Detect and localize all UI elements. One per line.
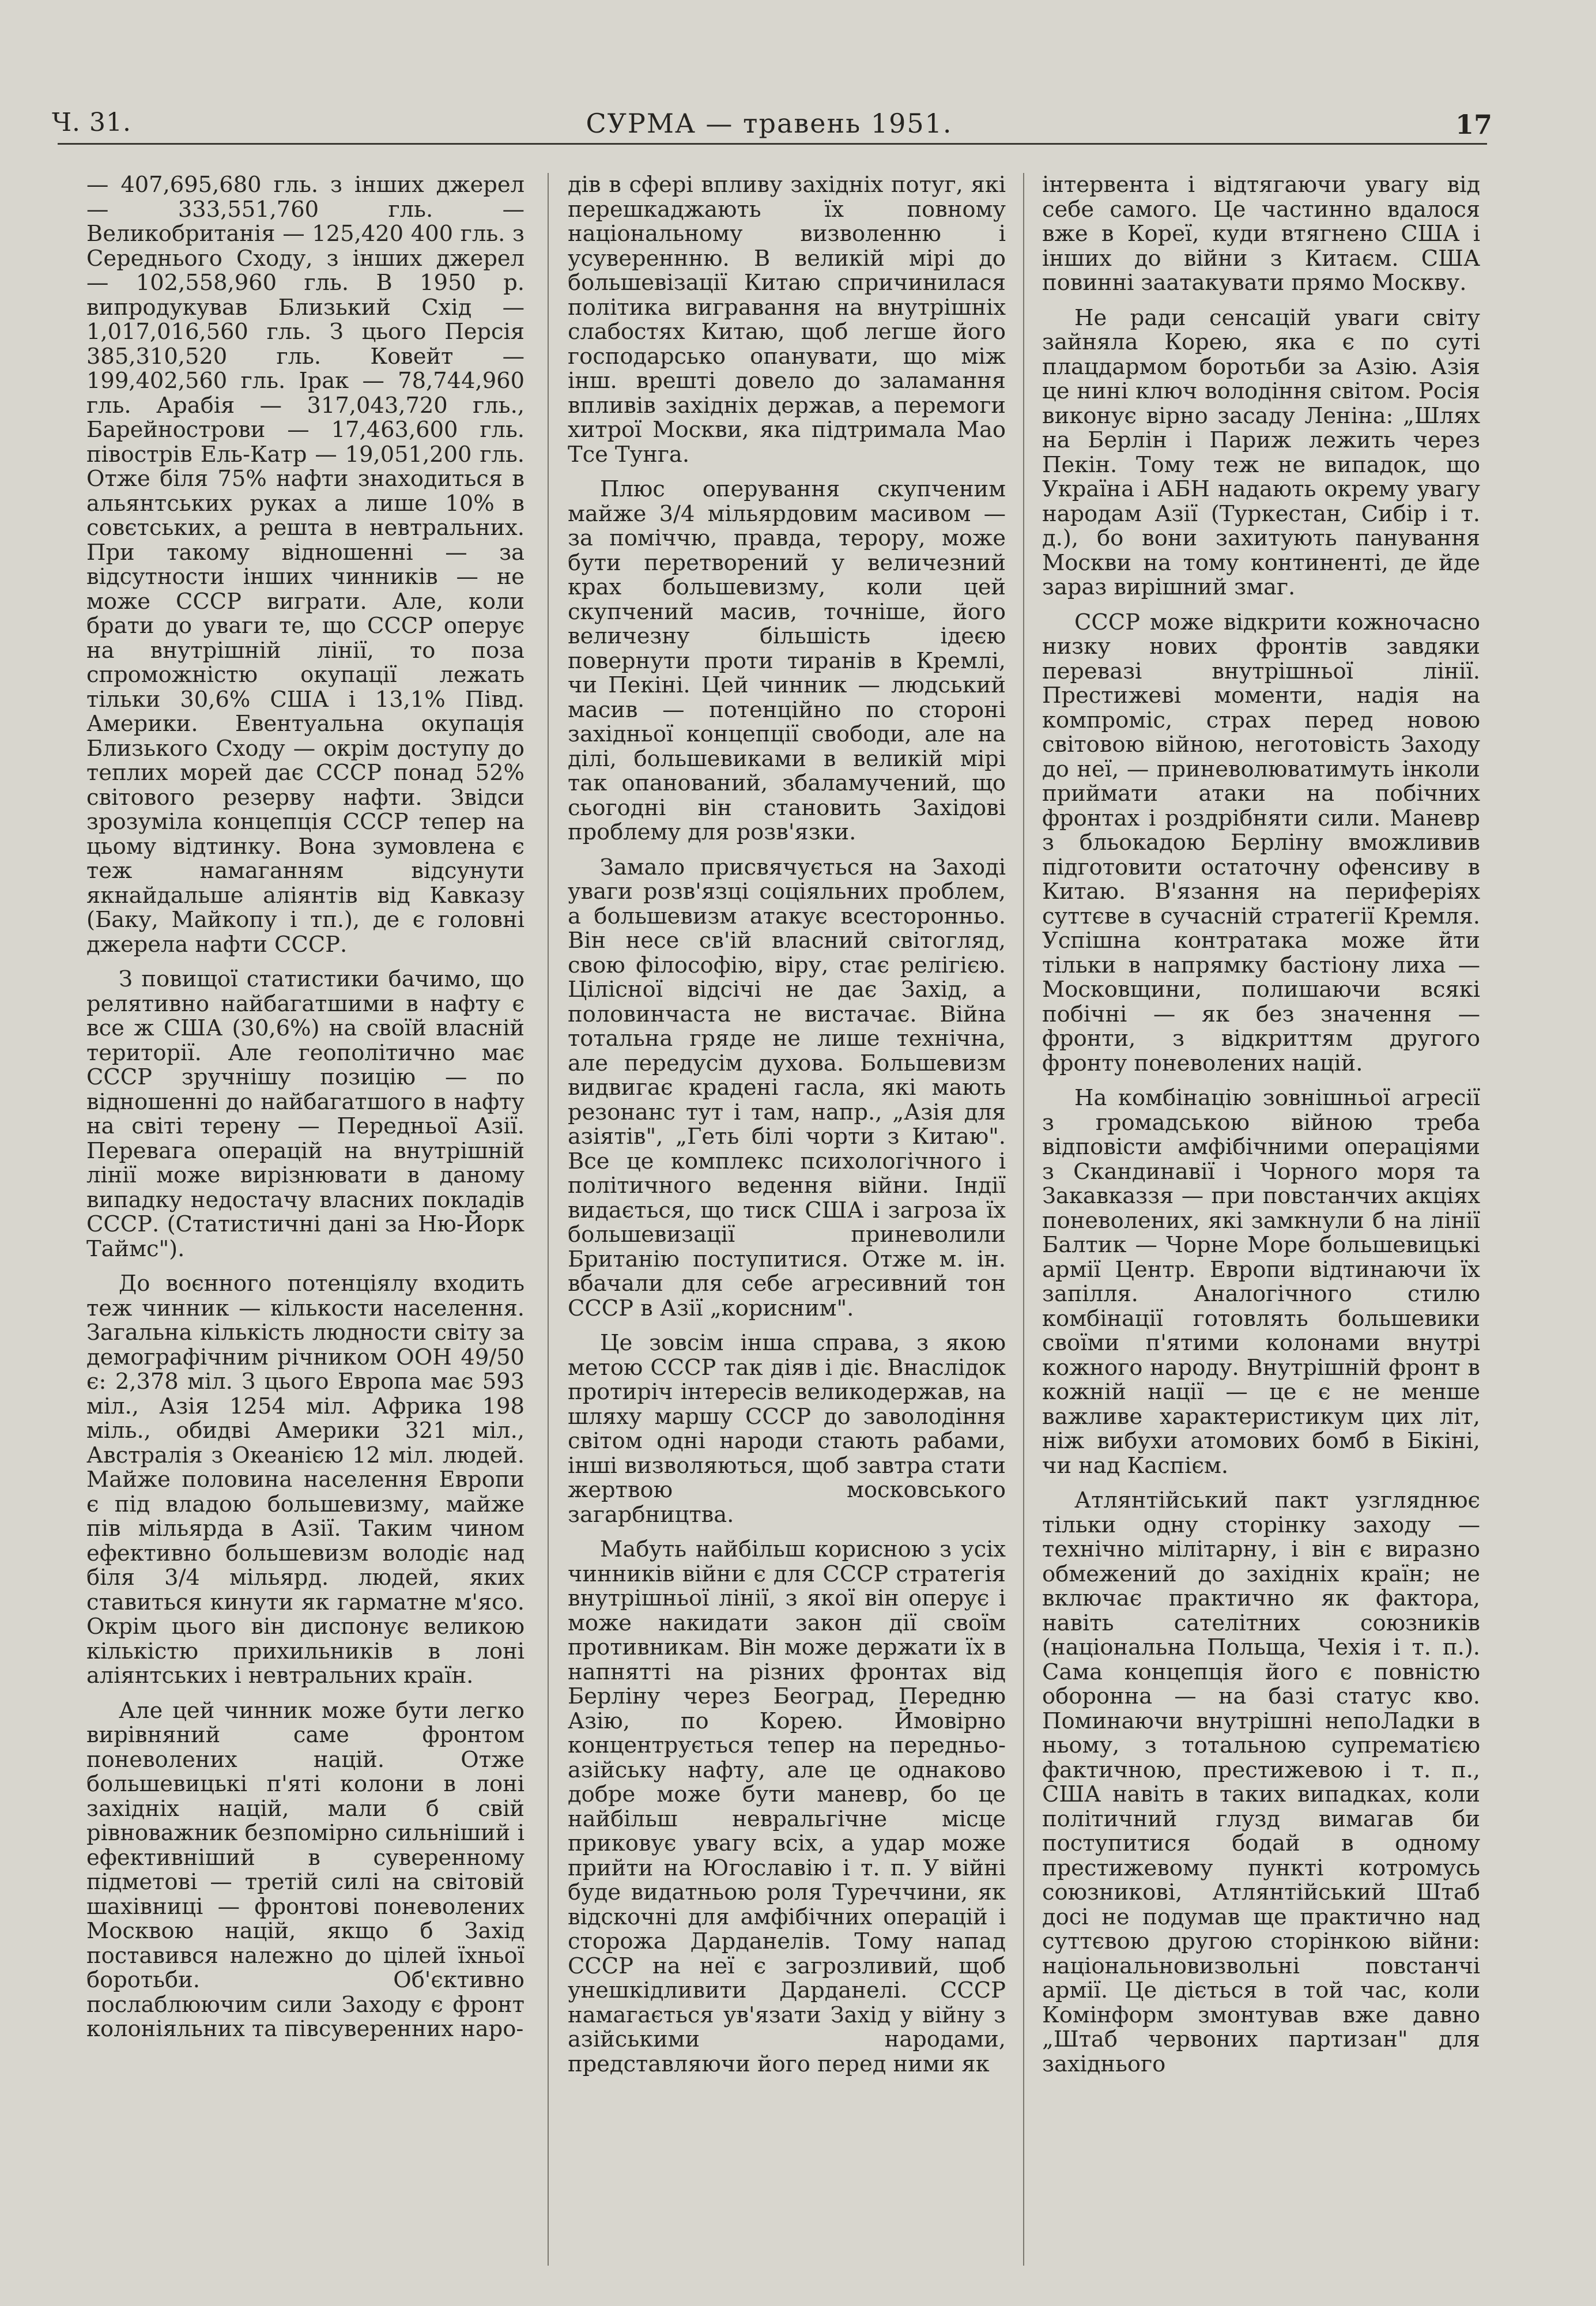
issue-number: Ч. 31. [52,108,131,137]
paragraph: До воєнного потенціялу входить теж чинник — кількости населення. Загальна кількість людности світу за демографічним річником ООН 49/50 є: 2,378 міл. З цього Европа має 593 міл., Азія 1254 міл. Африка 198 міль., обидві Америки 321 міл., Австралія з Океанією 12 міл. людей. Майже половина населення Европи є під владою большевизму, майже пів мільярда в Азії. Таким чином ефективно большевизм володіє над біля 3/4 мільярд. людей, яких ставиться кинути як гарматне м'ясо. Окрім цього він диспонує великою кількістю прихильників в лоні аліянтських і невтральних країн. [86,1271,525,1689]
paragraph: — 407,695,680 гль. з інших джерел — 333,551,760 гль. — Великобританія — 125,420 400 гль. з Середнього Сходу, з інших джерел — 102,558,960 гль. В 1950 р. випродукував Близький Схід — 1,017,016,560 гль. З цього Персія 385,310,520 гль. Ковейт — 199,402,560 гль. Ірак — 78,744,960 гль. Арабія — 317,043,720 гль., Барейнострови — 17,463,600 гль. півостpів Ель-Катр — 19,051,200 гль. Отже біля 75% нафти знаходиться в альянтських руках а лише 10% в совєтських, а решта в невтральних. При такому відношенні — за відсутности інших чинників — не може СССР виграти. Але, коли брати до уваги те, що СССР оперує на внутрішній лінії, то поза спроможністю окупації лежать тільки 30,6% США і 13,1% Півд. Америки. Евентуальна окупація Близького Сходу — окрім доступу до теплих морей дає СССР понад 52% світового резерву нафти. Звідси зрозуміла концепція СССР тепер на цьому відтинку. Вона зумовлена є теж намаганням відсунути якнайдальше аліянтів від Кавказу (Баку, Майкопу і тп.), де є головні джерела нафти СССР. [86,173,525,958]
newspaper-title-date: СУРМА — травень 1951. [586,108,953,139]
column-divider [1023,173,1024,2266]
paragraph: Атлянтійський пакт узгляднює тільки одну сторінку заходу — технічно мілітарну, і він є виразно обмежений до західніх країн; не включає практично як фактора, навіть сателітних союзників (національна Польща, Чехія і т. п.). Сама концепція його є повністю оборонна — на базі статус кво. Поминаючи внутрішні непоЛадки в ньому, з тотальною супрематією фактичною, престижевою і т. п., США навіть в таких випадках, коли політичний глузд вимагав би поступитися бодай в одному престижевому пункті котромусь союзникові, Атлянтійський Штаб досі не подумав ще практично над суттєвою другою сторінкою війни: національновизвольні повстанчі армії. Це діється в той час, коли Комінформ змонтував вже давно „Штаб червоних партизан" для західнього [1042,1487,1480,2077]
paragraph: Це зовсім інша справа, з якою метою СССР так діяв і діє. Внаслідок протиріч інтересів великодержав, на шляху маршу СССР до заволодіння світом одні народи стають рабами, інші визволяються, щоб завтра стати жертвою московського загарбництва. [568,1330,1006,1528]
page-header [46,101,1492,147]
column-1 [86,173,525,2271]
page-number: 17 [1455,109,1492,140]
paragraph: З повищої статистики бачимо, що релятивно найбагатшими в нафту є все ж США (30,6%) на своїй власній території. Але геополітично має СССР зручнішу позицію — по відношенні до найбагатшого в нафту на світі терену — Передньої Азії. Перевага операцій на внутрішній лінії може вирізнювати в даному випадку недостачу власних покладів СССР. (Статистичні дані за Ню-Йорк Таймс"). [86,966,525,1262]
paragraph: СССР може відкрити кожночасно низку нових фронтів завдяки перевазі внутрішньої лінії. Престижеві моменти, надія на компроміс, страх перед новою світовою війною, неготовість Заходу до неї, — приневолюватимуть інколи приймати атаки на побічних фронтах і роздрібняти сили. Маневр з бльокадою Берліну вможливив підготовити остаточну офенсиву в Китаю. В'язання на периферіях суттєве в сучасній стратегії Кремля. Успішна контратака може йти тільки в напрямку бастіону лиха — Московщини, полишаючи всякі побічні — як без значення — фронти, з відкриттям другого фронту поневолених націй. [1042,609,1480,1076]
paragraph: Плюс оперування скупченим майже 3/4 мільярдовим масивом — за поміччю, правда, терору, може бути перетворений у величезний крах большевизму, коли цей скупчений масив, точніше, його величезну більшість ідеєю повернути проти тиранів в Кремлі, чи Пекіні. Цей чинник — людський масив — потенційно по стороні західньої концепції свободи, але на ділі, большевиками в великій мірі так опанований, збаламучений, що сьогодні він становить Західові проблему для розв'язки. [568,476,1006,845]
header-rule [58,143,1487,145]
paragraph: На комбінацію зовнішньої агресії з громадською війною треба відповісти амфібічними операціями з Скандинавії і Чорного моря та Закавказзя — при повстанчих акціях поневолених, які замкнули б на лінії Балтик — Чорне Море большевицькі армії Центр. Европи відтинаючи їх запілля. Аналогічного стилю комбінації готовлять большевики своїми п'ятими колонами внутрі кожного народу. Внутрішній фронт в кожній нації — це є не менше важливе характеристикум цих літ, ніж вибухи атомових бомб в Бікіні, чи над Каспієм. [1042,1085,1480,1479]
paragraph: Але цей чинник може бути легко вирівняний саме фронтом поневолених націй. Отже большевицькі п'яті колони в лоні західніх націй, мали б свій рівноважник безпомірно сильніший і ефективніший в суверенному підметові — третій силі на світовій шахівниці — фронтові поневолених Москвою націй, якщо б Захід поставився належно до цілей їхньої боротьби. Об'єктивно послаблюючим сили Заходу є фронт колоніяльних та півсуверенних наро- [86,1697,525,2042]
column-2 [568,173,1006,2271]
paragraph: Не ради сенсацій уваги світу зайняла Корею, яка є по суті плацдармом боротьби за Азію. Азія це нині ключ володіння світом. Росія виконує вірно засаду Леніна: „Шлях на Берлін і Париж лежить через Пекін. Тому теж не випадок, що Україна і АБН надають окрему увагу народам Азії (Туркестан, Сибір і т. д.), бо вони захитують панування Москви на тому континенті, де йде зараз вирішний змаг. [1042,304,1480,600]
paragraph: дів в сфері впливу західніх потуг, які перешкаджають їх повному національному визволенню і усувереннню. В великій мірі до большевізації Китаю спричинилася політика вигравання на внутрішніх слабостях Китаю, щоб легше його господарсько опанувати, що між інш. врешті довело до заламання впливів західніх держав, а перемоги хитрої Москви, яка підтримала Мао Тсе Тунга. [568,173,1006,468]
paragraph: Мабуть найбільш корисною з усіх чинників війни є для СССР стратегія внутрішньої лінії, з якої він оперує і може накидати закон дії своїм противникам. Він може держати їх в напнятті на різних фронтах від Берліну через Београд, Передню Азію, по Корею. Ймовірно концентрується тепер на передньо-азійську нафту, але це однаково добре може бути маневр, бо це найбільш невральгічне місце приковує увагу всіх, а удар може прийти на Югославію і т. п. У війні буде видатньою роля Туреччини, як відскочні для амфібічних операцій і сторожа Дарданелів. Тому напад СССР на неї є загрозливий, щоб унешкідливити Дарданелі. СССР намагається ув'язати Захід у війну з азійськими народами, представляючи його перед ними як [568,1536,1006,2077]
paragraph: інтервента і відтягаючи увагу від себе самого. Це частинно вдалося вже в Кореї, куди втягнено США і інших до війни з Китаєм. США повинні заатакувати прямо Москву. [1042,173,1480,296]
column-divider [548,173,549,2266]
column-3 [1042,173,1480,2271]
paragraph: Замало присвячується на Заході уваги розв'язці соціяльних проблем, а большевизм атакує всесторонньо. Він несе св'ій власний світогляд, свою філософію, віру, стає релігією. Цілісної відсічі не дає Захід, а половинчаста не вистачає. Війна тотальна гряде не лише технічна, але передусім духова. Большевизм видвигає крадені гасла, які мають резонанс тут і там, напр., „Азія для азіятів", „Геть білі чорти з Китаю". Все це комплекс психологічного і політичного ведення війни. Індії видається, що тиск США і загроза їх большевизації приневолили Британію поступитися. Отже м. ін. вбачали для себе агресивний тон СССР в Азії „корисним". [568,854,1006,1321]
